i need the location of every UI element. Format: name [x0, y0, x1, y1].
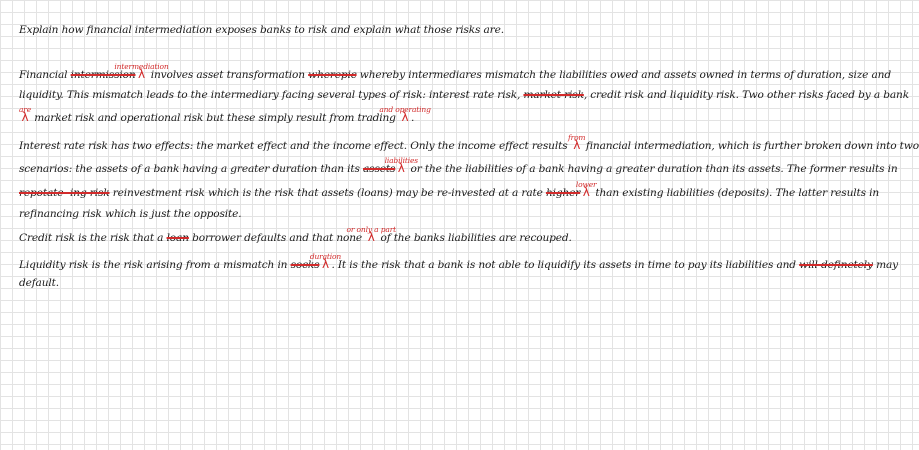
caret-icon: λ [321, 257, 329, 271]
question-text: Explain how financial intermediation exposes banks to risk and explain what those risks are. [19, 24, 504, 36]
insertion-mark [114, 62, 169, 82]
struck-word: will definetely [799, 259, 873, 271]
question-heading [19, 23, 504, 37]
paragraph-1-line-3: are λ market risk and operational risk but these simply result from trading and operating λ . [18, 105, 431, 124]
caret-icon: λ [573, 138, 581, 152]
inserted-note: are [18, 105, 32, 114]
inserted-note: or only a part [346, 225, 397, 234]
paragraph-4-line-1: Liquidity risk is the risk arising from a mismatch in socks duration λ . It is the risk that a bank is not able to liquidify its assets in time to pay its liabilities and will definetely may [19, 252, 898, 271]
paragraph-2-line-2: scenarios: the assets of a bank having a greater duration than its assets liabilities λ or the the liabilities of a bank having a greater duration than its assets. The former results in [19, 156, 898, 175]
paragraph-3-line-1: Credit risk is the risk that a loan borrower defaults and that none or only a part λ of the banks liabilities are recouped. [19, 225, 572, 244]
insertion-mark [309, 252, 342, 272]
inserted-note: duration [309, 252, 342, 261]
paragraph-2-line-3: repotate- ing risk reinvestment risk which is the risk that assets (loans) may be re-invested at a rate higher lower λ than existing liabilities (deposits). The latter results in [19, 180, 880, 199]
struck-word: market risk [523, 89, 584, 101]
inserted-note: lower [575, 180, 597, 189]
paragraph-2-line-4: refinancing risk which is just the opposite. [19, 208, 242, 220]
caret-icon: λ [582, 185, 590, 199]
inserted-note: from [568, 133, 586, 142]
struck-word: higher [545, 187, 581, 199]
caret-icon: λ [397, 161, 405, 175]
struck-word: loan [166, 232, 189, 244]
insertion-mark [575, 180, 597, 200]
paragraph-1-line-2: liquidity. This mismatch leads to the intermediary facing several types of risk: interest rate risk, market risk, credit risk and liquidity risk. Two other risks faced by a bank [19, 89, 909, 101]
struck-word: assets [363, 163, 396, 175]
caret-icon: λ [367, 230, 375, 244]
insertion-mark [346, 225, 397, 245]
paragraph-4-line-2: default. [19, 277, 59, 289]
struck-word: socks [290, 259, 320, 271]
struck-word: intermission [70, 69, 136, 81]
struck-word: wherepic [308, 69, 357, 81]
insertion-mark [568, 133, 586, 153]
insertion-mark [18, 105, 32, 125]
insertion-mark [379, 105, 431, 125]
insertion-mark [384, 156, 418, 176]
struck-word: repotate- ing risk [19, 187, 110, 199]
paragraph-2-line-1: Interest rate risk has two effects: the market effect and the income effect. Only the income effect results from λ financial intermediation, which is further broken down into two [19, 133, 919, 152]
inserted-note: and operating [379, 105, 431, 114]
inserted-note: liabilities [384, 156, 418, 165]
paragraph-1-line-1: Financial intermission intermediation λ involves asset transformation wherepic whereby intermediares mismatch the liabilities owed and assets owned in terms of duration, size and [19, 62, 891, 81]
inserted-note: intermediation [114, 62, 169, 71]
caret-icon: λ [401, 110, 409, 124]
caret-icon: λ [21, 110, 29, 124]
caret-icon: λ [138, 67, 145, 81]
